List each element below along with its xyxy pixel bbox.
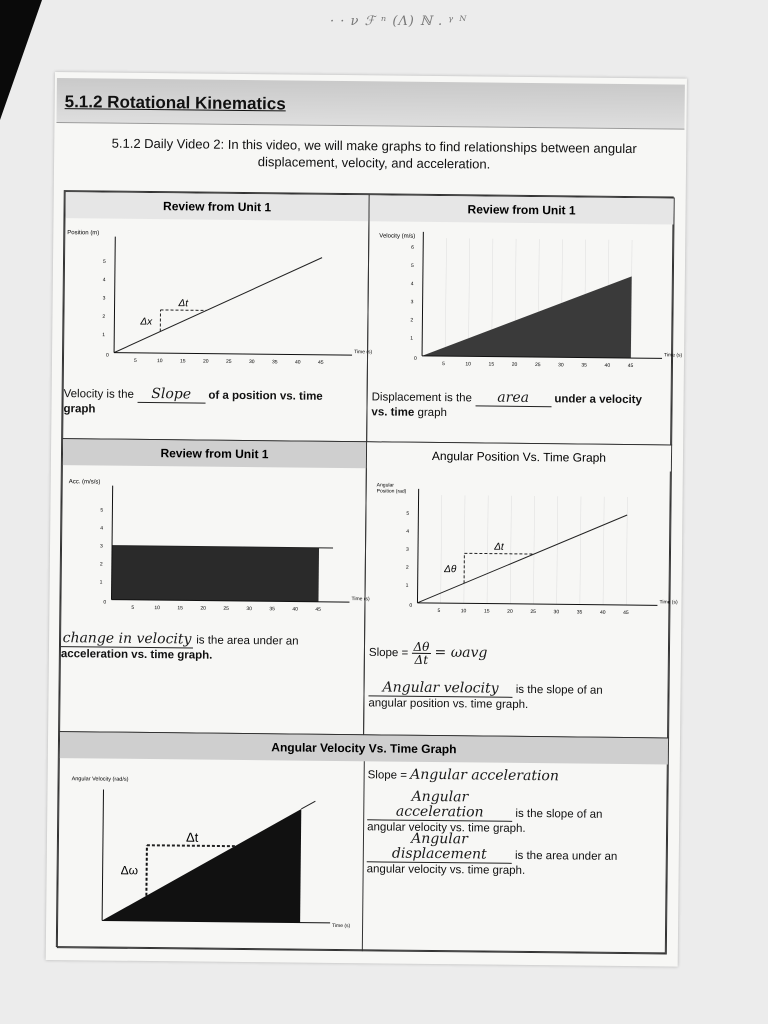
x-tick-label: 45 <box>317 359 324 366</box>
gridline <box>626 497 627 605</box>
delta-theta-over-delta-t: $\frac{\Delta\theta}{\Delta t}$ <box>413 639 430 667</box>
gridline <box>557 496 558 604</box>
y-tick-label: 2 <box>405 564 409 571</box>
y-axis-label: Acc. (m/s/s) <box>68 479 101 486</box>
x-tick-label: 20 <box>202 358 209 365</box>
y-axis-label: Angular Velocity (rad/s) <box>71 776 129 783</box>
velocity-time-graph <box>370 225 683 393</box>
x-tick-label: 30 <box>246 606 252 613</box>
x-tick-label: 10 <box>154 605 160 612</box>
y-axis-label: Velocity (m/s) <box>379 233 416 240</box>
origin-label: 0 <box>409 602 413 609</box>
delta-t-label: Δt <box>494 541 504 553</box>
origin-label: 0 <box>103 599 107 606</box>
panel4-sentence: Angular velocity is the slope of an angular position vs. time graph. <box>368 679 603 711</box>
x-tick-label: 5 <box>437 608 441 615</box>
x-tick-label: 15 <box>179 358 186 365</box>
data-line <box>114 255 322 354</box>
y-tick-label: 5 <box>102 258 106 265</box>
answer-omega-avg: = ωavg <box>434 644 488 662</box>
y-axis-label: Position (rad) <box>376 488 407 495</box>
y-tick-label: 4 <box>100 525 104 532</box>
y-tick-label: 5 <box>100 507 104 514</box>
y-tick-label: 3 <box>100 543 103 550</box>
y-tick-label: 3 <box>102 295 106 302</box>
x-tick-label: 45 <box>315 606 321 613</box>
y-axis-label: Position (m) <box>67 230 100 237</box>
y-tick-label: 1 <box>410 335 414 342</box>
y-tick-label: 3 <box>405 546 409 553</box>
x-tick-label: 25 <box>225 358 232 365</box>
y-tick-label: 5 <box>406 510 410 517</box>
x-axis-label: Time (s) <box>354 349 373 356</box>
x-axis <box>417 603 657 606</box>
y-axis-label: Angular <box>376 482 394 489</box>
angular-position-time-graph <box>367 474 678 637</box>
x-tick-label: 40 <box>294 359 301 366</box>
chart-area <box>102 790 352 930</box>
panel-angular-velocity-time <box>57 731 669 954</box>
origin-label: 0 <box>413 355 417 362</box>
origin-label: 0 <box>106 352 109 359</box>
delta-y-label: Δω <box>120 863 139 878</box>
gridline <box>445 238 446 356</box>
photo-dark-corner <box>0 0 42 120</box>
y-tick-label: 1 <box>99 579 103 586</box>
delta-horizontal <box>464 553 534 554</box>
y-axis <box>102 790 103 921</box>
worksheet <box>46 72 687 967</box>
x-tick-label: 20 <box>200 605 206 612</box>
answer-angular-velocity: Angular velocity <box>368 680 512 698</box>
panel5-divider <box>362 761 365 951</box>
panel-header: Angular Velocity Vs. Time Graph <box>60 732 668 764</box>
delta-y-label: Δθ <box>444 564 457 576</box>
y-tick-label: 1 <box>102 332 106 339</box>
y-tick-label: 4 <box>102 277 106 284</box>
x-tick-label: 45 <box>627 363 634 370</box>
y-tick-label: 2 <box>410 317 414 324</box>
panel5-sentence-2: Angular displacement is the area under an angular velocity vs. time graph. <box>366 830 618 877</box>
graph-grid <box>56 190 683 953</box>
x-tick-label: 10 <box>460 608 467 615</box>
intro-text: 5.1.2 Daily Video 2: In this video, we will make graphs to find relationships between angular displacement, velocity, and acceleration. <box>111 135 637 172</box>
panel-header: Review from Unit 1 <box>65 192 368 221</box>
x-tick-label: 30 <box>553 609 560 616</box>
x-tick-label: 15 <box>177 605 183 612</box>
x-tick-label: 35 <box>269 606 275 613</box>
panel-velocity-time <box>366 194 683 445</box>
x-axis-label: Time (s) <box>659 599 678 606</box>
y-axis <box>417 489 418 603</box>
answer-area: area <box>475 390 551 407</box>
x-tick-label: 5 <box>133 357 137 364</box>
panel2-sentence: Displacement is the area under a velocity vs. time graph <box>371 389 642 420</box>
x-tick-label: 20 <box>511 361 518 368</box>
delta-t-label: Δt <box>178 298 189 310</box>
x-tick-label: 35 <box>271 359 278 366</box>
acceleration-time-graph <box>63 471 370 634</box>
gridline <box>510 496 511 604</box>
y-tick-label: 2 <box>99 561 103 568</box>
x-tick-label: 30 <box>248 359 255 366</box>
x-tick-label: 15 <box>483 608 490 615</box>
y-tick-label: 2 <box>102 313 106 320</box>
slope-equation: Slope = $\frac{\Delta\theta}{\Delta t}$ = ωavg <box>368 639 488 667</box>
y-tick-label: 1 <box>405 582 409 589</box>
area-rect <box>111 546 319 602</box>
panel-position-time <box>62 191 373 442</box>
x-tick-label: 40 <box>599 609 606 616</box>
gridline <box>580 497 581 605</box>
panel1-sentence: Velocity is the Slope of a position vs. time graph <box>63 386 323 416</box>
x-tick-label: 15 <box>488 361 495 368</box>
answer-slope: Slope <box>137 387 205 404</box>
panel-header: Angular Position Vs. Time Graph <box>367 442 671 471</box>
delta-horizontal <box>147 845 235 846</box>
delta-t-label: Δt <box>185 829 199 845</box>
x-tick-label: 35 <box>581 362 587 369</box>
panel-acceleration-time <box>59 438 370 735</box>
x-tick-label: 5 <box>442 361 445 368</box>
chart-area <box>102 237 374 367</box>
x-axis-label: Time (s) <box>664 352 683 359</box>
gridline <box>441 495 442 603</box>
gridline <box>464 495 465 603</box>
x-tick-label: 30 <box>558 362 564 369</box>
data-line <box>301 801 315 809</box>
chart-area <box>99 486 371 614</box>
slope-line: Slope = Angular acceleration <box>367 766 560 785</box>
x-tick-label: 45 <box>623 609 629 617</box>
x-tick-label: 10 <box>465 361 471 368</box>
panel-header: Review from Unit 1 <box>369 195 673 224</box>
chart-area <box>410 232 684 370</box>
x-tick-label: 25 <box>534 362 541 369</box>
x-axis-label: Time (s) <box>351 596 370 603</box>
chart-area <box>405 489 679 617</box>
y-axis <box>114 237 115 353</box>
page-title: 5.1.2 Rotational Kinematics <box>64 92 286 114</box>
answer-angular-acceleration: Angular acceleration <box>367 789 512 822</box>
data-line <box>417 513 627 605</box>
gridline <box>487 496 488 604</box>
delta-vertical <box>146 845 147 896</box>
x-tick-label: 40 <box>604 362 611 369</box>
panel-header: Review from Unit 1 <box>63 439 366 468</box>
x-axis-label: Time (s) <box>332 922 351 930</box>
position-time-graph <box>66 222 373 390</box>
title-bar <box>56 78 684 130</box>
x-tick-label: 25 <box>223 605 229 612</box>
answer-slope-angular-acceleration: Angular acceleration <box>410 766 560 785</box>
y-tick-label: 3 <box>410 299 414 306</box>
y-tick-label: 4 <box>406 528 410 535</box>
delta-y-label: Δx <box>140 316 153 328</box>
gridline <box>603 497 604 605</box>
x-tick-label: 10 <box>156 358 163 365</box>
panel5-sentence-1: Angular acceleration is the slope of an angular velocity vs. time graph. <box>367 788 603 835</box>
area-triangle <box>422 274 632 358</box>
x-tick-label: 25 <box>530 609 536 616</box>
x-axis <box>114 353 352 355</box>
x-tick-label: 20 <box>507 608 513 615</box>
y-tick-label: 4 <box>410 281 414 288</box>
angular-velocity-time-graph <box>62 760 359 948</box>
x-tick-label: 5 <box>131 604 135 611</box>
panel3-sentence: change in velocity is the area under an acceleration vs. time graph. <box>60 630 299 662</box>
y-axis <box>422 232 423 356</box>
answer-angular-displacement: Angular displacement <box>367 831 512 864</box>
gridline <box>533 496 534 604</box>
y-tick-label: 6 <box>411 244 414 251</box>
top-scribble: · · ν ℱ ⁿ (Λ) ℕ . ᵞ ᴺ <box>330 14 468 29</box>
x-tick-label: 40 <box>292 606 298 613</box>
panel-angular-position-time <box>363 441 678 738</box>
answer-change-in-velocity: change in velocity <box>62 630 192 648</box>
y-tick-label: 5 <box>410 262 414 269</box>
x-tick-label: 35 <box>576 609 583 616</box>
